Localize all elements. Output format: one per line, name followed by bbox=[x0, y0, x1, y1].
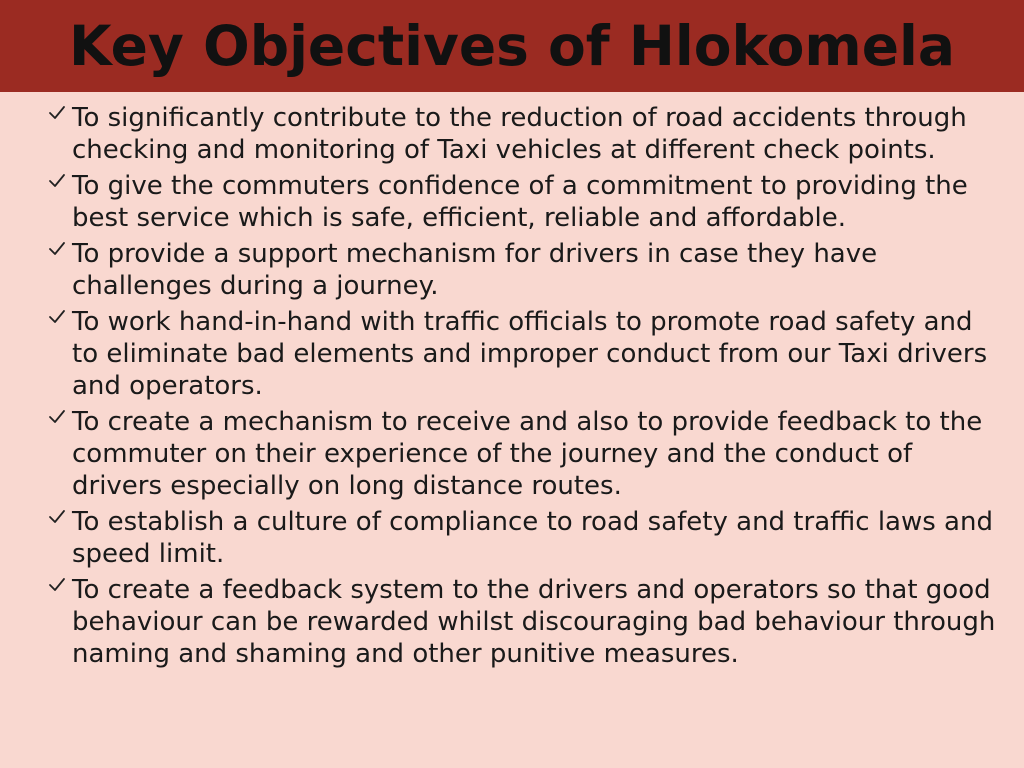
objective-text: To provide a support mechanism for drivers in case they have challenges during a journey. bbox=[72, 239, 878, 301]
checkmark-icon bbox=[48, 408, 66, 426]
objective-text: To establish a culture of compliance to road safety and traffic laws and speed limit. bbox=[72, 507, 993, 569]
checkmark-icon bbox=[48, 172, 66, 190]
slide-title: Key Objectives of Hlokomela bbox=[68, 14, 955, 78]
objective-text: To give the commuters confidence of a commitment to providing the best service which is safe, efficient, reliable and affordable. bbox=[72, 171, 968, 233]
objective-text: To create a mechanism to receive and also to provide feedback to the commuter on their experience of the journey and the conduct of drivers especially on long distance routes. bbox=[72, 407, 983, 501]
objective-item bbox=[46, 574, 1006, 670]
checkmark-icon bbox=[48, 576, 66, 594]
objective-text: To work hand-in-hand with traffic officials to promote road safety and to eliminate bad elements and improper conduct from our Taxi drivers and operators. bbox=[72, 307, 988, 401]
checkmark-icon bbox=[48, 308, 66, 326]
objectives-list bbox=[46, 102, 1006, 674]
objective-text: To significantly contribute to the reduction of road accidents through checking and monitoring of Taxi vehicles at different check points. bbox=[72, 103, 967, 165]
objective-item bbox=[46, 506, 1006, 570]
objective-item bbox=[46, 238, 1006, 302]
objective-item bbox=[46, 102, 1006, 166]
checkmark-icon bbox=[48, 240, 66, 258]
checkmark-icon bbox=[48, 508, 66, 526]
objective-item bbox=[46, 170, 1006, 234]
objective-text: To create a feedback system to the drivers and operators so that good behaviour can be rewarded whilst discouraging bad behaviour through naming and shaming and other punitive measures. bbox=[72, 575, 996, 669]
objective-item bbox=[46, 306, 1006, 402]
objective-item bbox=[46, 406, 1006, 502]
checkmark-icon bbox=[48, 104, 66, 122]
